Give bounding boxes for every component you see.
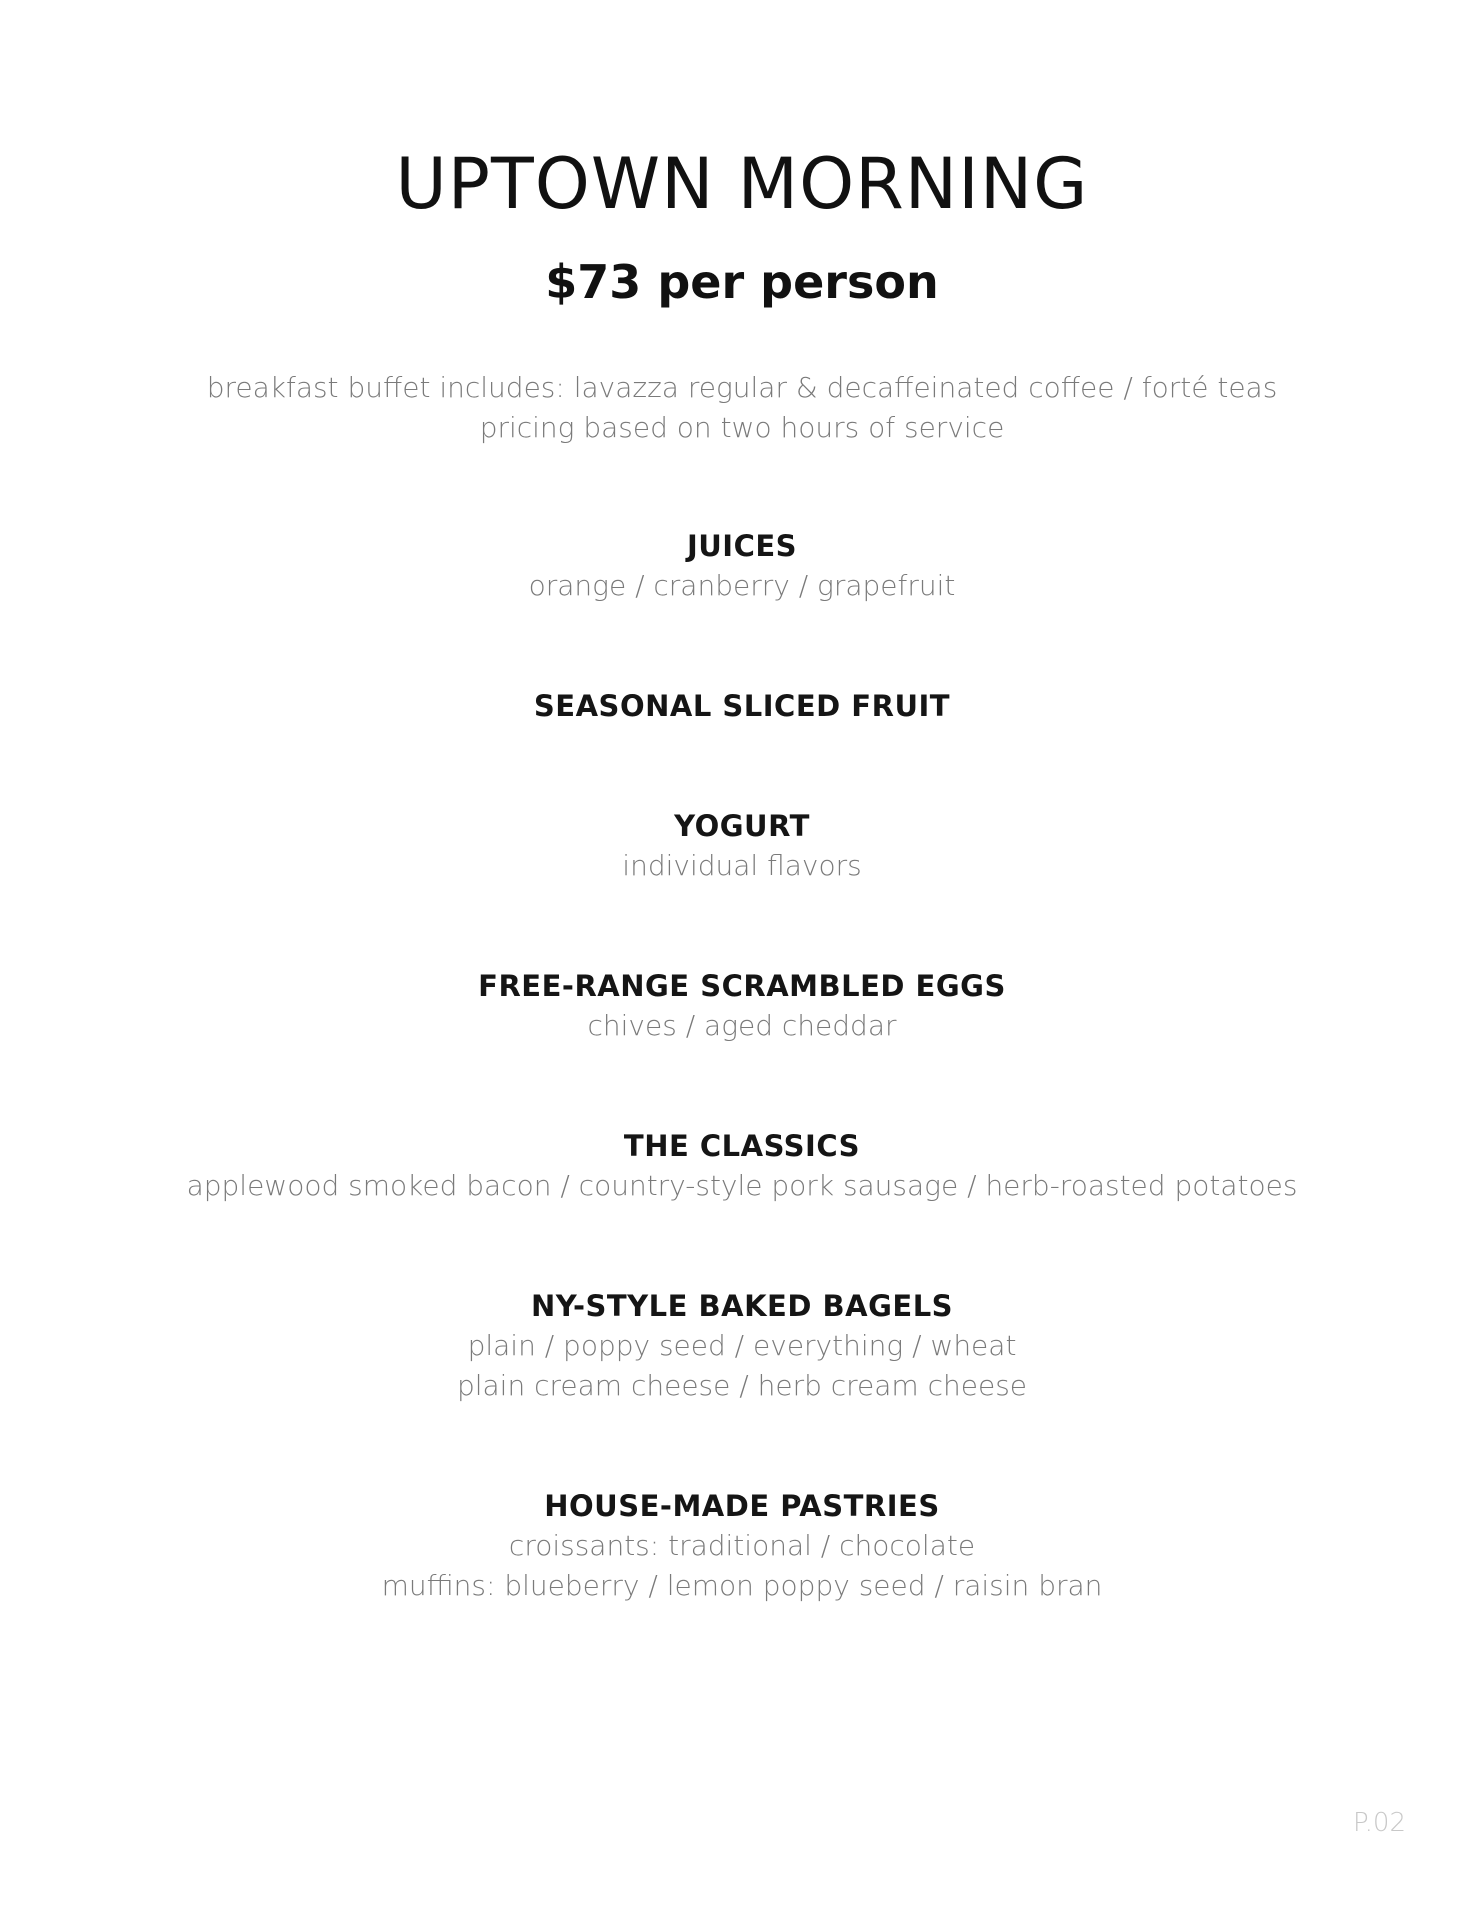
section-line: plain cream cheese / herb cream cheese [456,1369,1028,1402]
intro-line-2: pricing based on two hours of service [479,411,1005,444]
section-title: YOGURT [674,809,810,843]
section-line: croissants: traditional / chocolate [508,1529,976,1562]
section-line: plain / poppy seed / everything / wheat [467,1329,1017,1362]
intro-line-1: breakfast buffet includes: lavazza regular & decaffeinated coffee / forté teas [206,371,1278,404]
section-line: muffins: blueberry / lemon poppy seed / raisin bran [381,1569,1103,1602]
section-line: orange / cranberry / grapefruit [528,569,956,602]
section-line: chives / aged cheddar [587,1009,897,1042]
section-scrambled-eggs [0,966,1484,1046]
page-number: P.02 [1353,1808,1406,1838]
section-seasonal-fruit [0,686,1484,726]
section-juices [0,526,1484,606]
section-title: HOUSE-MADE PASTRIES [544,1489,940,1523]
intro-text [0,368,1484,448]
price-per-person: $73 per person [545,255,939,309]
section-line: applewood smoked bacon / country-style pork sausage / herb-roasted potatoes [186,1169,1298,1202]
section-classics [0,1126,1484,1206]
section-title: NY-STYLE BAKED BAGELS [530,1289,954,1323]
section-pastries [0,1486,1484,1606]
section-title: JUICES [686,529,798,563]
section-bagels [0,1286,1484,1406]
section-title: FREE-RANGE SCRAMBLED EGGS [478,969,1006,1003]
section-line: individual flavors [622,849,862,882]
section-yogurt [0,806,1484,886]
page-title: UPTOWN MORNING [395,143,1089,225]
section-title: THE CLASSICS [623,1129,861,1163]
section-title: SEASONAL SLICED FRUIT [533,689,951,723]
